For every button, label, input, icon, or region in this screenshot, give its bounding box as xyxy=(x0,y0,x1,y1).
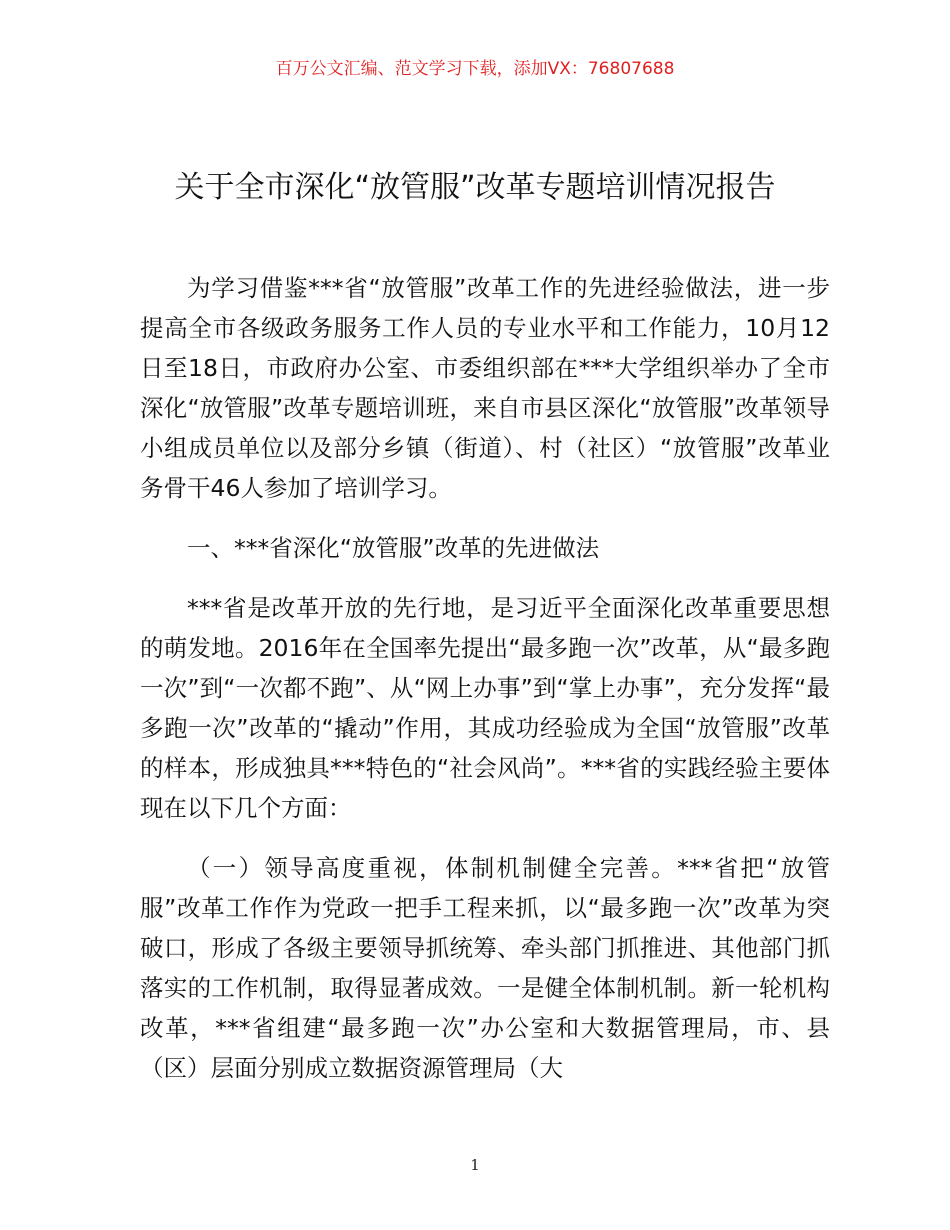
watermark-header: 百万公文汇编、范文学习下载，添加VX：76807688 xyxy=(275,59,675,79)
document-title: 关于全市深化“放管服”改革专题培训情况报告 xyxy=(174,170,776,205)
intro-paragraph: 为学习借鉴***省“放管服”改革工作的先进经验做法，进一步提高全市各级政务服务工作人员的专业水平和工作能力，10月12日至18日，市政府办公室、市委组织部在***大学组织举办了全市深化“放管服”改革专题培训班，来自市县区深化“放管服”改革领导小组成员单位以及部分乡镇（街道）、村（社区）“放管服”改革业务骨干46人参加了培训学习。 xyxy=(140,274,830,502)
document-body xyxy=(140,268,830,1088)
body-paragraph: （一）领导高度重视，体制机制健全完善。***省把“放管服”改革工作作为党政一把手工程来抓，以“最多跑一次”改革为突破口，形成了各级主要领导抓统筹、牵头部门抓推进、其他部门抓落实的工作机制，取得显著成效。一是健全体制机制。新一轮机构改革，***省组建“最多跑一次”办公室和大数据管理局，市、县（区）层面分别成立数据资源管理局（大 xyxy=(140,854,830,1082)
body-paragraph: ***省是改革开放的先行地，是习近平全面深化改革重要思想的萌发地。2016年在全国率先提出“最多跑一次”改革，从“最多跑一次”到“一次都不跑”、从“网上办事”到“掌上办事”，充分发挥“最多跑一次”改革的“撬动”作用，其成功经验成为全国“放管服”改革的样本，形成独具***特色的“社会风尚”。***省的实践经验主要体现在以下几个方面： xyxy=(140,594,830,822)
page-number: 1 xyxy=(470,1156,480,1174)
section-heading: 一、***省深化“放管服”改革的先进做法 xyxy=(187,534,600,562)
